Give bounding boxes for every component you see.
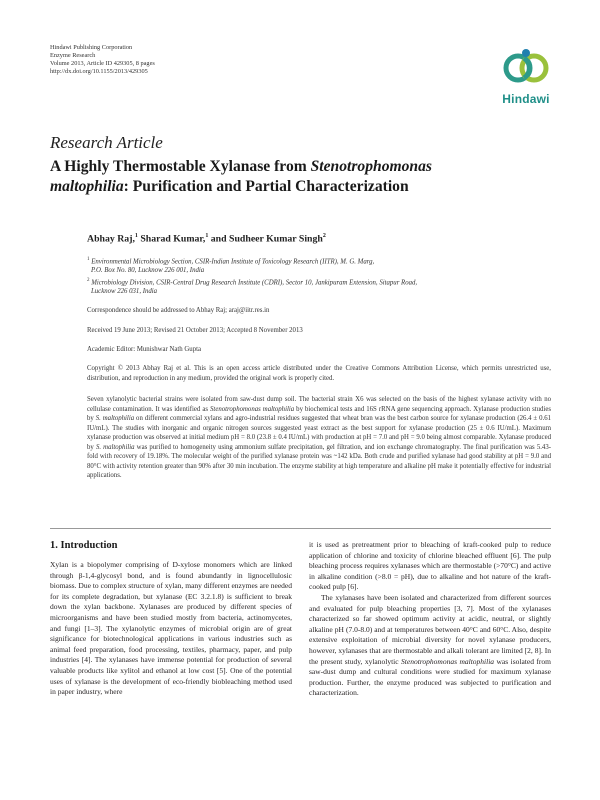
body-column-left xyxy=(50,560,292,698)
author-3-affil: 2 xyxy=(322,233,326,239)
abstract-species-2: S. maltophilia xyxy=(95,415,135,423)
journal-name: Enzyme Research xyxy=(50,52,96,59)
hindawi-logo-text: Hindawi xyxy=(502,92,550,106)
section-heading-introduction: 1. Introduction xyxy=(50,540,118,551)
author-2: Sharad Kumar, xyxy=(137,233,206,245)
title-genus: Stenotrophomonas xyxy=(310,158,432,175)
received-dates: Received 19 June 2013; Revised 21 October 2013; Accepted 8 November 2013 xyxy=(87,327,303,334)
body-column-right xyxy=(309,540,551,699)
intro-p2-text-a: The xylanases have been isolated and characterized from different sources and evaluated for pulp bleaching properties [3, 7]. Most of the xylanases characterized so far showed optimum activity at acidic, neutral, or slightly alkaline pH (7.0-8.0) and at temperatures between 40°C and 60°C. Also, despite extensive exploitation of microbial diversity for novel xylanase producers, however, xylanases that are thermostable and alkali tolerant are limited [2, 8]. In the present study, xylanolytic xyxy=(309,592,551,666)
affiliation-1 xyxy=(87,255,527,275)
volume-info: Volume 2013, Article ID 429305, 8 pages xyxy=(50,60,155,67)
intro-p2-species: Stenotrophomonas maltophilia xyxy=(401,656,495,666)
affiliation-2 xyxy=(87,276,527,296)
abstract-species-3: S. maltophilia xyxy=(95,443,135,451)
intro-p2-text-b: was isolated from saw-dust dump and cultural conditions were studied for maximum xylanase production. Further, the enzyme produced was subjected to purification and characterization. xyxy=(309,656,551,698)
section-divider xyxy=(50,528,551,529)
journal-header xyxy=(50,44,155,76)
article-title xyxy=(50,157,550,197)
abstract-species-1: Stenotrophomonas maltophilia xyxy=(210,405,295,413)
abstract xyxy=(87,395,551,481)
doi-link[interactable]: http://dx.doi.org/10.1155/2013/429305 xyxy=(50,68,148,75)
publisher-name: Hindawi Publishing Corporation xyxy=(50,44,133,51)
affiliation-2-line1: Microbiology Division, CSIR-Central Drug Research Institute (CDRI), Sector 10, Jankipuram Extension, Sitapur Road, xyxy=(91,279,418,287)
abstract-text-2: by biochemical tests and 16S rRNA gene sequencing approach. Xylanase production studies by xyxy=(87,405,551,423)
copyright-notice: Copyright © 2013 Abhay Raj et al. This is an open access article distributed under the Creative Commons Attribution License, which permits unrestricted use, distribution, and reproduction in any medium, provided the original work is properly cited. xyxy=(87,365,551,382)
affiliation-2-line2: Lucknow 226 031, India xyxy=(91,288,158,296)
author-list xyxy=(87,233,326,244)
abstract-text-3: on different commercial xylans and agro-industrial residues suggested that wheat bran was the best carbon source for xylanase production (26.4 ± 0.61 IU/mL). The studies with inorganic and organic nitrogen sources suggested yeast extract as the best support for xylanase production (25 ± 0.6 IU/mL). Maximum xylanase production was observed at initial medium pH = 8.0 (23.8 ± 0.4 IU/mL) with production at pH = 7.0 and pH = 9.0 being almost comparable. Xylanase produced by xyxy=(87,415,551,451)
title-part2: : Purification and Partial Characterization xyxy=(123,178,409,195)
academic-editor: Academic Editor: Munishwar Nath Gupta xyxy=(87,346,202,353)
affiliation-2-number: 2 xyxy=(87,278,90,283)
intro-paragraph-2 xyxy=(309,593,551,699)
affiliation-1-line2: P.O. Box No. 80, Lucknow 226 001, India xyxy=(91,267,205,275)
intro-paragraph-1: Xylan is a biopolymer comprising of D-xylose monomers which are linked through β-1,4-glycosyl bond, and is found abundantly in lignocellulosic biomass. Due to complex structure of xylan, many different enzymes are needed for its complete degradation, but xylanase (EC 3.2.1.8) is sufficient to break down the xylan backbone. Xylanases are produced by different species of microorganisms and have been studied mostly from bacteria, actinomycetes, and fungi [1–3]. The xylanolytic enzymes of microbial origin are of great significance for biotechnological applications in various industries such as animal feed preparation, food processing, textiles, pharmacy, paper, and pulp industries [4]. The xylanases have immense potential for production of several valuable products like xylitol and ethanol at low cost [5]. One of the potential uses of xylanase is the development of eco-friendly biobleaching method used in paper industry, where xyxy=(50,560,292,697)
intro-paragraph-1-cont: it is used as pretreatment prior to bleaching of kraft-cooked pulp to reduce application of chlorine and toxicity of chlorine bleached effluent [6]. The pulp bleaching process requires xylanases which are thermostable (>70°C) and active in alkaline condition (>8.0 = pH), due to alkaline and hot nature of the kraft-cooked pulp [6]. xyxy=(309,540,551,592)
affiliation-1-line1: Environmental Microbiology Section, CSIR-Indian Institute of Toxicology Research (IITR), M. G. Marg, xyxy=(91,258,375,266)
author-2-affil: 1 xyxy=(205,233,209,239)
article-type: Research Article xyxy=(50,133,163,152)
title-part1: A Highly Thermostable Xylanase from xyxy=(50,158,311,175)
author-3: and Sudheer Kumar Singh xyxy=(208,233,323,245)
abstract-text-4: was purified to homogeneity using ammonium sulfate precipitation, gel filtration, and ion exchange chromatography. The final purification was 5.43-fold with recovery of 19.18%. The molecular weight of the purified xylanase protein was ~142 kDa. Both crude and purified xylanase had good stability at pH = 9.0 and 80°C with activity retention greater than 90% after 30 min incubation. The enzyme stability at high temperature and alkaline pH make it potentially effective for industrial applications. xyxy=(87,443,551,480)
title-species: maltophilia xyxy=(50,178,124,195)
affiliation-1-number: 1 xyxy=(87,257,90,262)
correspondence: Correspondence should be addressed to Abhay Raj; araj@iitr.res.in xyxy=(87,307,270,314)
hindawi-logo-icon xyxy=(500,46,552,90)
abstract-text-1: Seven xylanolytic bacterial strains were isolated from saw-dust dump soil. The bacterial strain X6 was selected on the basis of the highest xylanase activity with no cellulase contamination. It was identified as xyxy=(87,396,551,413)
author-1-affil: 1 xyxy=(134,233,138,239)
author-1: Abhay Raj, xyxy=(87,233,135,245)
